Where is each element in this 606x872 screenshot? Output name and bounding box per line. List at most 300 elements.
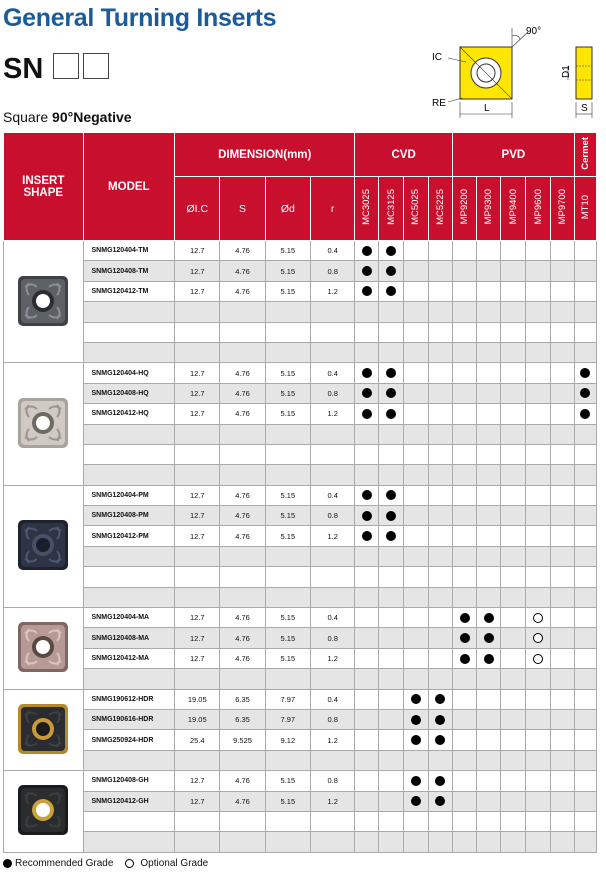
grade-cell: [501, 648, 526, 668]
grade-cell: [379, 608, 403, 628]
dim-d-cell: [265, 302, 310, 322]
dim-d-cell: 5.15: [265, 608, 310, 628]
grade-cell: [403, 322, 428, 342]
grade-cell: [477, 485, 501, 505]
grade-cell: [501, 608, 526, 628]
grade-cell: [526, 608, 550, 628]
grade-cell: [550, 383, 574, 403]
grade-cell: [355, 302, 379, 322]
grade-cell: [379, 404, 403, 424]
grade-cell: [452, 342, 476, 362]
grade-label: MP9200: [459, 189, 471, 225]
grade-cell: [501, 241, 526, 261]
dim-ic-cell: [175, 342, 220, 362]
grade-cell: [477, 465, 501, 485]
dim-s-cell: 4.76: [220, 526, 265, 546]
insert-hq-icon: [15, 395, 71, 451]
dim-r-cell: [311, 322, 355, 342]
recommended-dot-icon: [362, 531, 372, 541]
grade-cell: [379, 383, 403, 403]
grade-cell: [379, 526, 403, 546]
grade-cell: [428, 567, 452, 587]
grade-cell: [379, 730, 403, 750]
grade-label: MC5025: [410, 189, 422, 225]
grade-cell: [428, 465, 452, 485]
grade-cell: [477, 648, 501, 668]
subtitle-prefix: Square: [3, 109, 53, 125]
dim-d-cell: 5.15: [265, 363, 310, 383]
grade-cell: [526, 383, 550, 403]
header-dim-ic: ØI.C: [175, 177, 220, 241]
grade-cell: [452, 302, 476, 322]
insert-ma-icon: [15, 619, 71, 675]
s-label: S: [581, 103, 588, 114]
recommended-dot-icon: [386, 388, 396, 398]
grade-cell: [501, 771, 526, 791]
model-cell: SNMG120404-PM: [83, 485, 175, 505]
table-row: [4, 546, 597, 566]
grade-cell: [550, 546, 574, 566]
dim-ic-cell: 12.7: [175, 281, 220, 301]
grade-cell: [355, 465, 379, 485]
grade-cell: [477, 587, 501, 607]
dim-s-cell: 4.76: [220, 506, 265, 526]
model-cell: SNMG120408-GH: [83, 771, 175, 791]
recommended-dot-icon: [411, 715, 421, 725]
dim-ic-cell: 12.7: [175, 791, 220, 811]
legend: [3, 858, 208, 869]
grade-cell: [428, 689, 452, 709]
model-cell: SNMG120404-TM: [83, 241, 175, 261]
insert-tm-icon: [15, 273, 71, 329]
grade-cell: [477, 567, 501, 587]
grade-cell: [355, 709, 379, 729]
dim-d-cell: 5.15: [265, 281, 310, 301]
grade-cell: [550, 771, 574, 791]
dim-d-cell: 7.97: [265, 709, 310, 729]
grade-cell: [477, 281, 501, 301]
table-row: [4, 404, 597, 424]
dim-ic-cell: 12.7: [175, 506, 220, 526]
table-row: [4, 322, 597, 342]
grade-cell: [403, 261, 428, 281]
grade-cell: [574, 608, 596, 628]
grade-cell: [501, 730, 526, 750]
dim-d-cell: [265, 342, 310, 362]
grade-cell: [574, 648, 596, 668]
dim-s-cell: [220, 342, 265, 362]
dim-s-cell: 4.76: [220, 648, 265, 668]
grade-cell: [452, 281, 476, 301]
dim-r-cell: 0.4: [311, 608, 355, 628]
dim-r-cell: [311, 811, 355, 831]
grade-cell: [550, 302, 574, 322]
grade-cell: [526, 526, 550, 546]
table-row: [4, 648, 597, 668]
dim-r-cell: 1.2: [311, 281, 355, 301]
grade-cell: [574, 424, 596, 444]
dim-s-cell: [220, 444, 265, 464]
table-row: [4, 709, 597, 729]
grade-cell: [428, 485, 452, 505]
grade-cell: [355, 383, 379, 403]
d1-label: D1: [561, 65, 572, 78]
grade-cell: [477, 241, 501, 261]
dim-r-cell: 0.4: [311, 363, 355, 383]
grade-cell: [403, 342, 428, 362]
grade-cell: [428, 383, 452, 403]
grade-cell: [379, 281, 403, 301]
grade-cell: [403, 546, 428, 566]
grade-cell: [501, 832, 526, 852]
grade-cell: [428, 241, 452, 261]
dim-s-cell: 4.76: [220, 383, 265, 403]
model-cell: SNMG250924-HDR: [83, 730, 175, 750]
optional-dot-icon: [533, 613, 543, 623]
dim-d-cell: 5.15: [265, 506, 310, 526]
model-cell: SNMG120408-HQ: [83, 383, 175, 403]
grade-cell: [428, 730, 452, 750]
recommended-dot-icon: [362, 511, 372, 521]
table-row: [4, 261, 597, 281]
grade-cell: [379, 648, 403, 668]
grade-cell: [428, 424, 452, 444]
grade-label: MP9700: [556, 189, 568, 225]
recommended-dot-icon: [362, 490, 372, 500]
grade-cell: [477, 608, 501, 628]
grade-cell: [526, 363, 550, 383]
model-cell: [83, 444, 175, 464]
grade-cell: [477, 261, 501, 281]
grade-cell: [355, 322, 379, 342]
grade-cell: [452, 485, 476, 505]
dim-s-cell: [220, 424, 265, 444]
model-cell: SNMG120408-TM: [83, 261, 175, 281]
grade-cell: [355, 241, 379, 261]
grade-cell: [574, 709, 596, 729]
grade-cell: [428, 281, 452, 301]
dim-ic-cell: 12.7: [175, 771, 220, 791]
dim-r-cell: 1.2: [311, 730, 355, 750]
header-insert-shape: INSERT SHAPE: [4, 133, 84, 241]
grade-cell: [501, 587, 526, 607]
grade-cell: [477, 383, 501, 403]
grade-cell: [379, 669, 403, 689]
grade-cell: [501, 281, 526, 301]
grade-cell: [501, 526, 526, 546]
table-row: [4, 526, 597, 546]
grade-cell: [355, 261, 379, 281]
grade-label: MT10: [579, 194, 591, 220]
dim-d-cell: 5.15: [265, 771, 310, 791]
header-model: MODEL: [83, 133, 175, 241]
grade-cell: [379, 261, 403, 281]
grade-cell: [550, 648, 574, 668]
dim-d-cell: 5.15: [265, 628, 310, 648]
header-cvd: CVD: [355, 133, 453, 177]
grade-cell: [477, 342, 501, 362]
grade-cell: [550, 628, 574, 648]
model-cell: SNMG190612-HDR: [83, 689, 175, 709]
grade-cell: [550, 730, 574, 750]
grade-cell: [550, 281, 574, 301]
grade-cell: [403, 689, 428, 709]
grade-cell: [452, 363, 476, 383]
grade-cell: [452, 648, 476, 668]
grade-cell: [403, 281, 428, 301]
table-row: [4, 811, 597, 831]
grade-cell: [550, 424, 574, 444]
grade-cell: [452, 567, 476, 587]
dim-s-cell: 4.76: [220, 485, 265, 505]
grade-cell: [452, 771, 476, 791]
dim-ic-cell: 12.7: [175, 383, 220, 403]
dim-ic-cell: 19.05: [175, 689, 220, 709]
model-cell: SNMG120404-HQ: [83, 363, 175, 383]
recommended-dot-icon: [435, 735, 445, 745]
grade-cell: [428, 628, 452, 648]
dim-r-cell: [311, 750, 355, 770]
grade-cell: [428, 322, 452, 342]
model-cell: SNMG190616-HDR: [83, 709, 175, 729]
dim-r-cell: [311, 465, 355, 485]
dim-r-cell: [311, 342, 355, 362]
grade-cell: [379, 791, 403, 811]
model-cell: SNMG120408-PM: [83, 506, 175, 526]
dim-r-cell: [311, 444, 355, 464]
dim-s-cell: [220, 302, 265, 322]
grade-cell: [526, 342, 550, 362]
grade-cell: [501, 791, 526, 811]
grade-cell: [550, 526, 574, 546]
grade-cell: [403, 791, 428, 811]
dim-s-cell: [220, 587, 265, 607]
recommended-dot-icon: [362, 286, 372, 296]
grade-cell: [452, 587, 476, 607]
table-row: [4, 791, 597, 811]
grade-cell: [403, 526, 428, 546]
model-cell: [83, 342, 175, 362]
grade-cell: [574, 444, 596, 464]
dim-s-cell: 6.35: [220, 689, 265, 709]
grade-cell: [526, 322, 550, 342]
grade-cell: [550, 608, 574, 628]
grade-cell: [379, 465, 403, 485]
dim-r-cell: [311, 587, 355, 607]
grade-cell: [477, 709, 501, 729]
grade-cell: [355, 546, 379, 566]
grade-cell: [403, 811, 428, 831]
l-label: L: [484, 103, 490, 114]
grade-cell: [550, 587, 574, 607]
dim-s-cell: 9.525: [220, 730, 265, 750]
grade-cell: [477, 424, 501, 444]
header-grade: [428, 177, 452, 241]
grade-cell: [526, 485, 550, 505]
model-cell: [83, 465, 175, 485]
dim-d-cell: 5.15: [265, 526, 310, 546]
recommended-dot-icon: [580, 388, 590, 398]
dim-r-cell: 0.8: [311, 628, 355, 648]
table-row: [4, 771, 597, 791]
model-cell: SNMG120412-MA: [83, 648, 175, 668]
grade-cell: [452, 322, 476, 342]
grade-cell: [477, 689, 501, 709]
grade-cell: [574, 587, 596, 607]
grade-cell: [574, 689, 596, 709]
table-row: [4, 832, 597, 852]
dim-d-cell: 5.15: [265, 261, 310, 281]
model-cell: [83, 750, 175, 770]
grade-cell: [355, 791, 379, 811]
dim-r-cell: [311, 669, 355, 689]
grade-cell: [403, 628, 428, 648]
grade-cell: [526, 669, 550, 689]
grade-cell: [550, 567, 574, 587]
grade-cell: [574, 383, 596, 403]
grade-cell: [428, 261, 452, 281]
dim-s-cell: 4.76: [220, 281, 265, 301]
grade-cell: [379, 709, 403, 729]
dim-s-cell: [220, 811, 265, 831]
grade-cell: [428, 363, 452, 383]
grade-cell: [574, 546, 596, 566]
table-row: [4, 730, 597, 750]
grade-cell: [501, 444, 526, 464]
grade-label: MC5225: [434, 189, 446, 225]
header-grade: [403, 177, 428, 241]
grade-cell: [550, 689, 574, 709]
table-row: [4, 587, 597, 607]
header-dim-r: r: [311, 177, 355, 241]
table-row: [4, 608, 597, 628]
dim-s-cell: 4.76: [220, 261, 265, 281]
table-row: [4, 302, 597, 322]
grade-cell: [403, 771, 428, 791]
recommended-dot-icon: [386, 490, 396, 500]
grade-label: MC3125: [385, 189, 397, 225]
model-cell: [83, 811, 175, 831]
grade-cell: [379, 832, 403, 852]
dim-ic-cell: 12.7: [175, 485, 220, 505]
recommended-dot-icon: [386, 246, 396, 256]
grade-cell: [403, 404, 428, 424]
model-cell: SNMG120412-TM: [83, 281, 175, 301]
grade-cell: [428, 444, 452, 464]
grade-cell: [501, 811, 526, 831]
insert-shape-cell: [4, 241, 84, 363]
grade-cell: [355, 730, 379, 750]
optional-dot-icon: [533, 633, 543, 643]
dim-s-cell: 4.76: [220, 628, 265, 648]
dim-ic-cell: [175, 567, 220, 587]
grade-cell: [379, 587, 403, 607]
grade-cell: [501, 567, 526, 587]
subtitle-bold: 90°Negative: [52, 109, 132, 125]
grade-cell: [428, 648, 452, 668]
dim-d-cell: 5.15: [265, 404, 310, 424]
grade-cell: [501, 689, 526, 709]
grade-cell: [452, 444, 476, 464]
table-row: [4, 689, 597, 709]
dim-r-cell: 0.8: [311, 506, 355, 526]
grade-cell: [428, 608, 452, 628]
grade-cell: [526, 791, 550, 811]
insert-hdr-icon: [15, 701, 71, 757]
grade-cell: [501, 322, 526, 342]
grade-cell: [428, 342, 452, 362]
header-grade: [477, 177, 501, 241]
grade-cell: [403, 709, 428, 729]
grade-cell: [379, 567, 403, 587]
model-cell: [83, 832, 175, 852]
grade-cell: [452, 465, 476, 485]
grade-cell: [452, 506, 476, 526]
ic-label: IC: [432, 52, 442, 63]
grade-cell: [477, 811, 501, 831]
grade-cell: [550, 404, 574, 424]
grade-cell: [452, 669, 476, 689]
grade-cell: [379, 444, 403, 464]
dim-d-cell: [265, 750, 310, 770]
dim-s-cell: 4.76: [220, 404, 265, 424]
inserts-table: [3, 132, 597, 853]
model-cell: [83, 567, 175, 587]
grade-cell: [501, 465, 526, 485]
table-row: [4, 444, 597, 464]
table-row: [4, 363, 597, 383]
grade-cell: [379, 506, 403, 526]
dim-s-cell: [220, 546, 265, 566]
grade-cell: [379, 628, 403, 648]
dim-s-cell: [220, 669, 265, 689]
grade-cell: [574, 526, 596, 546]
recommended-dot-icon: [435, 694, 445, 704]
dim-s-cell: [220, 750, 265, 770]
grade-cell: [452, 383, 476, 403]
grade-cell: [428, 506, 452, 526]
grade-cell: [550, 342, 574, 362]
grade-cell: [550, 261, 574, 281]
grade-cell: [355, 526, 379, 546]
grade-cell: [452, 709, 476, 729]
header-dim-d: Ød: [265, 177, 310, 241]
grade-cell: [428, 750, 452, 770]
grade-cell: [355, 689, 379, 709]
grade-cell: [428, 669, 452, 689]
grade-cell: [379, 322, 403, 342]
dim-d-cell: 5.15: [265, 791, 310, 811]
grade-cell: [550, 322, 574, 342]
re-label: RE: [432, 98, 446, 109]
dim-d-cell: 5.15: [265, 648, 310, 668]
grade-cell: [550, 465, 574, 485]
dim-ic-cell: 12.7: [175, 648, 220, 668]
dim-ic-cell: 12.7: [175, 526, 220, 546]
dim-r-cell: 0.8: [311, 709, 355, 729]
grade-cell: [428, 302, 452, 322]
dim-s-cell: 4.76: [220, 791, 265, 811]
grade-cell: [526, 587, 550, 607]
legend-optional: Optional Grade: [140, 858, 209, 869]
dim-d-cell: 5.15: [265, 241, 310, 261]
grade-cell: [452, 811, 476, 831]
grade-cell: [379, 750, 403, 770]
grade-cell: [403, 383, 428, 403]
grade-cell: [526, 628, 550, 648]
dim-d-cell: [265, 465, 310, 485]
grade-cell: [574, 832, 596, 852]
